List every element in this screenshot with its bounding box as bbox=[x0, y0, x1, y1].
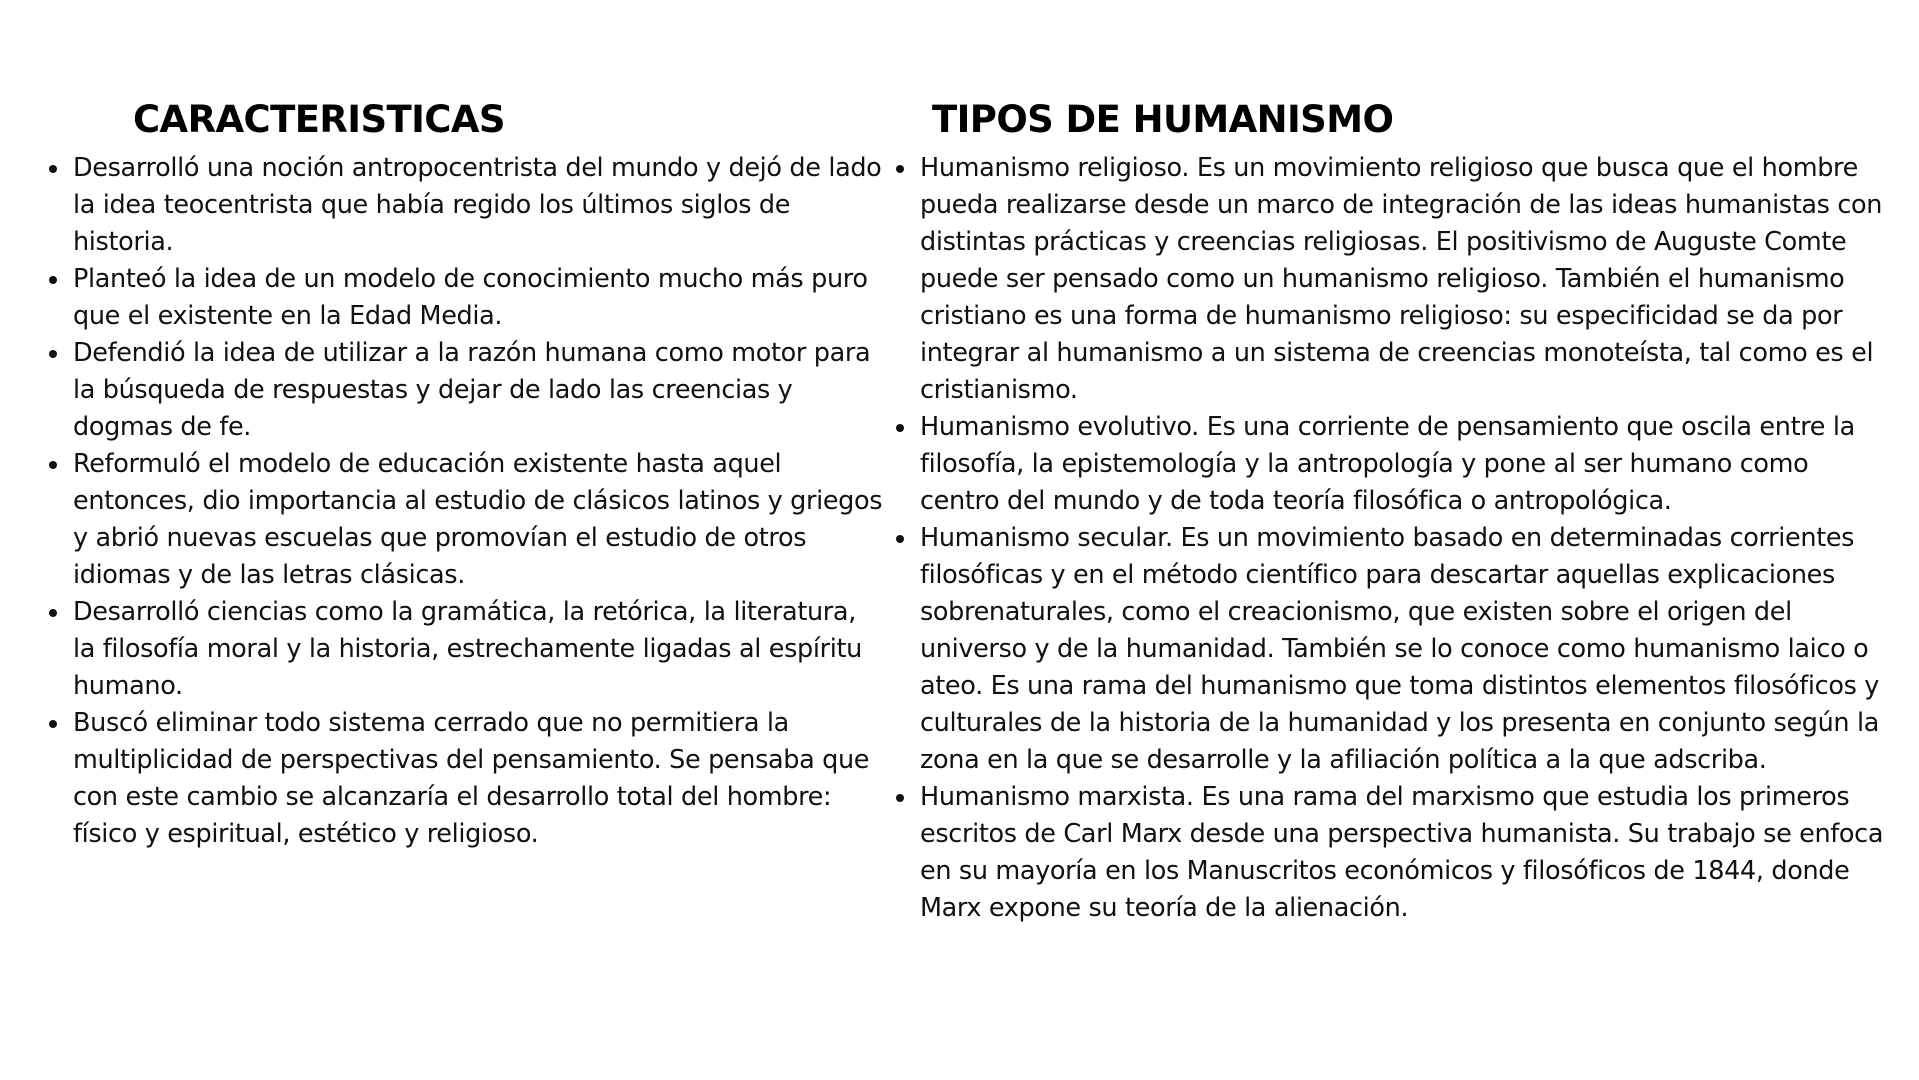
list-item: Humanismo religioso. Es un movimiento religioso que busca que el hombre pueda realizarse desde un marco de integración de las ideas humanistas con distintas prácticas y creencias religiosas. El positivismo de Auguste Comte puede ser pensado como un humanismo religioso. También el humanismo cristiano es una forma de humanismo religioso: su especificidad se da por integrar al humanismo a un sistema de creencias monoteísta, tal como es el cristianismo. bbox=[892, 150, 1892, 409]
list-item: Reformuló el modelo de educación existente hasta aquel entonces, dio importancia al estudio de clásicos latinos y griegos y abrió nuevas escuelas que promovían el estudio de otros idiomas y de las letras clásicas. bbox=[45, 446, 885, 594]
list-item: Planteó la idea de un modelo de conocimiento mucho más puro que el existente en la Edad Media. bbox=[45, 261, 885, 335]
list-item: Humanismo secular. Es un movimiento basado en determinadas corrientes filosóficas y en el método científico para descartar aquellas explicaciones sobrenaturales, como el creacionismo, que existen sobre el origen del universo y de la humanidad. También se lo conoce como humanismo laico o ateo. Es una rama del humanismo que toma distintos elementos filosóficos y culturales de la historia de la humanidad y los presenta en conjunto según la zona en la que se desarrolle y la afiliación política a la que adscriba. bbox=[892, 520, 1892, 779]
caracteristicas-column bbox=[45, 98, 885, 853]
list-item: Desarrolló ciencias como la gramática, la retórica, la literatura, la filosofía moral y la historia, estrechamente ligadas al espíritu humano. bbox=[45, 594, 885, 705]
tipos-column bbox=[892, 98, 1892, 927]
tipos-heading: TIPOS DE HUMANISMO bbox=[932, 98, 1394, 141]
tipos-list bbox=[892, 150, 1892, 927]
caracteristicas-list bbox=[45, 150, 885, 853]
caracteristicas-heading: CARACTERISTICAS bbox=[133, 98, 505, 141]
list-item: Desarrolló una noción antropocentrista del mundo y dejó de lado la idea teocentrista que había regido los últimos siglos de historia. bbox=[45, 150, 885, 261]
list-item: Humanismo evolutivo. Es una corriente de pensamiento que oscila entre la filosofía, la epistemología y la antropología y pone al ser humano como centro del mundo y de toda teoría filosófica o antropológica. bbox=[892, 409, 1892, 520]
list-item: Humanismo marxista. Es una rama del marxismo que estudia los primeros escritos de Carl Marx desde una perspectiva humanista. Su trabajo se enfoca en su mayoría en los Manuscritos económicos y filosóficos de 1844, donde Marx expone su teoría de la alienación. bbox=[892, 779, 1892, 927]
list-item: Buscó eliminar todo sistema cerrado que no permitiera la multiplicidad de perspectivas del pensamiento. Se pensaba que con este cambio se alcanzaría el desarrollo total del hombre: físico y espiritual, estético y religioso. bbox=[45, 705, 885, 853]
list-item: Defendió la idea de utilizar a la razón humana como motor para la búsqueda de respuestas y dejar de lado las creencias y dogmas de fe. bbox=[45, 335, 885, 446]
